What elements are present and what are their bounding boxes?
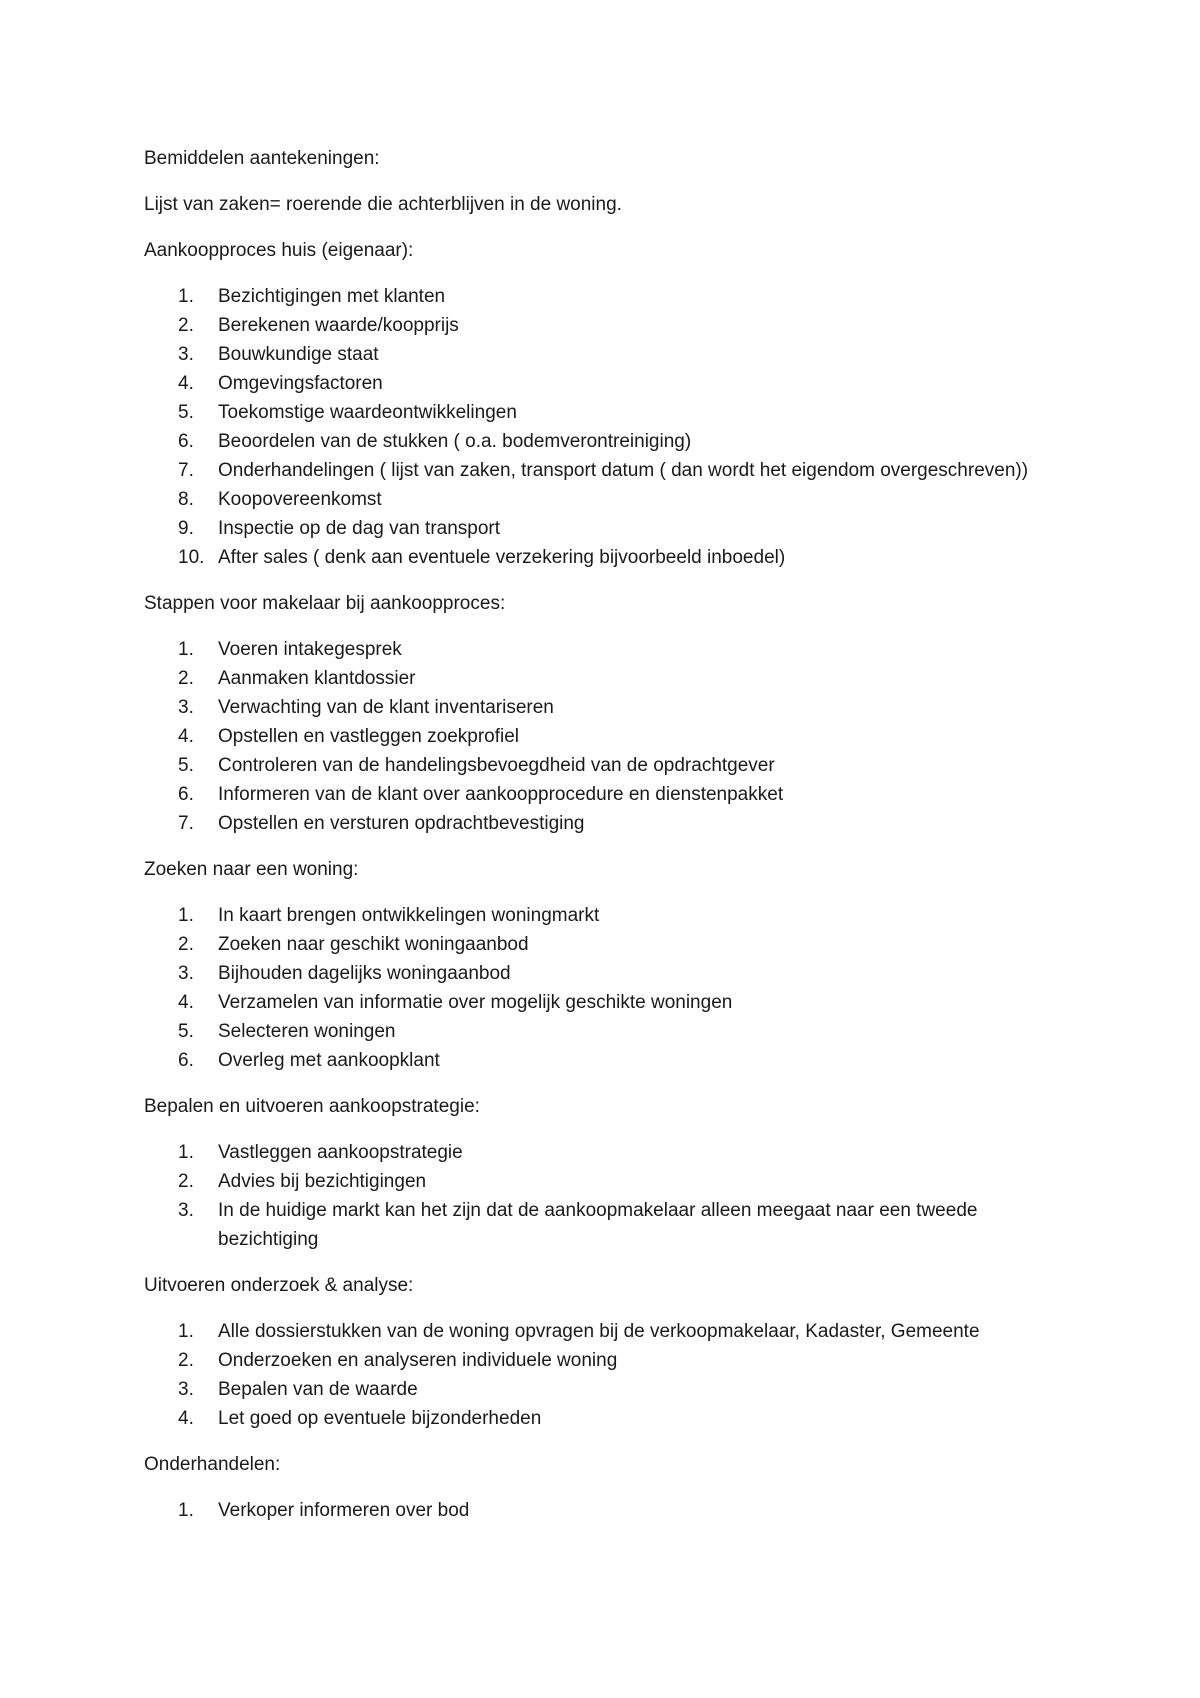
list-item-text: Advies bij bezichtigingen	[218, 1171, 427, 1192]
list-item	[144, 901, 1044, 930]
list-item-text: Informeren van de klant over aankoopprocedure en dienstenpakket	[218, 784, 784, 805]
list-item-number: 10.	[178, 547, 205, 568]
list-item-text: Inspectie op de dag van transport	[218, 518, 501, 539]
list-item	[144, 282, 1044, 311]
list-item	[144, 635, 1044, 664]
section-heading: Zoeken naar een woning:	[144, 859, 359, 880]
list-item-number: 1.	[178, 905, 194, 926]
list-item-text: Alle dossierstukken van de woning opvragen bij de verkoopmakelaar, Kadaster, Gemeente	[218, 1321, 980, 1342]
numbered-list	[144, 1317, 1044, 1433]
numbered-list	[144, 1496, 1044, 1525]
list-item	[144, 1404, 1044, 1433]
sections-container	[144, 236, 1044, 1525]
list-item-number: 4.	[178, 992, 194, 1013]
list-item-number: 1.	[178, 1142, 194, 1163]
list-item-text: Vastleggen aankoopstrategie	[218, 1142, 463, 1163]
numbered-list	[144, 282, 1044, 572]
list-item-number: 5.	[178, 402, 194, 423]
list-item-number: 8.	[178, 489, 194, 510]
list-item	[144, 1496, 1044, 1525]
list-item-number: 1.	[178, 639, 194, 660]
list-item-number: 1.	[178, 286, 194, 307]
list-item-text: Voeren intakegesprek	[218, 639, 402, 660]
list-item	[144, 340, 1044, 369]
numbered-list	[144, 635, 1044, 838]
list-item-text: Let goed op eventuele bijzonderheden	[218, 1408, 542, 1429]
list-item-number: 6.	[178, 784, 194, 805]
section-heading: Aankoopproces huis (eigenaar):	[144, 240, 414, 261]
document-page	[144, 144, 1044, 1542]
list-item-text: Bouwkundige staat	[218, 344, 379, 365]
list-item-number: 2.	[178, 1171, 194, 1192]
list-item	[144, 1046, 1044, 1075]
list-item-text: Opstellen en vastleggen zoekprofiel	[218, 726, 520, 747]
numbered-list	[144, 1138, 1044, 1254]
list-item-text: Verwachting van de klant inventariseren	[218, 697, 554, 718]
list-item	[144, 722, 1044, 751]
section-heading: Uitvoeren onderzoek & analyse:	[144, 1275, 414, 1296]
list-item-number: 3.	[178, 344, 194, 365]
list-item-text: In kaart brengen ontwikkelingen woningmarkt	[218, 905, 600, 926]
list-item	[144, 543, 1044, 572]
list-item	[144, 456, 1044, 485]
section-heading: Bepalen en uitvoeren aankoopstrategie:	[144, 1096, 480, 1117]
list-item-text: Bezichtigingen met klanten	[218, 286, 446, 307]
section-heading: Onderhandelen:	[144, 1454, 281, 1475]
intro-text: Lijst van zaken= roerende die achterblijven in de woning.	[144, 194, 622, 215]
list-item-number: 6.	[178, 1050, 194, 1071]
list-item-number: 6.	[178, 431, 194, 452]
list-item-text: After sales ( denk aan eventuele verzekering bijvoorbeeld inboedel)	[218, 547, 786, 568]
list-item-text: Bepalen van de waarde	[218, 1379, 418, 1400]
list-item-text: In de huidige markt kan het zijn dat de aankoopmakelaar alleen meegaat naar een tweede bezichtiging	[218, 1200, 978, 1250]
list-item	[144, 398, 1044, 427]
list-item-number: 1.	[178, 1321, 194, 1342]
list-item-text: Verkoper informeren over bod	[218, 1500, 470, 1521]
list-item-number: 3.	[178, 963, 194, 984]
list-item	[144, 809, 1044, 838]
list-item-number: 2.	[178, 668, 194, 689]
list-item-number: 3.	[178, 1379, 194, 1400]
list-item-number: 7.	[178, 460, 194, 481]
list-item-text: Opstellen en versturen opdrachtbevestiging	[218, 813, 585, 834]
list-item-text: Beoordelen van de stukken ( o.a. bodemverontreiniging)	[218, 431, 692, 452]
list-item-number: 4.	[178, 373, 194, 394]
list-item	[144, 1196, 1044, 1254]
list-item	[144, 514, 1044, 543]
section-heading: Stappen voor makelaar bij aankoopproces:	[144, 593, 506, 614]
list-item	[144, 1167, 1044, 1196]
list-item-text: Omgevingsfactoren	[218, 373, 383, 394]
list-item-number: 4.	[178, 726, 194, 747]
list-item-text: Selecteren woningen	[218, 1021, 396, 1042]
list-item	[144, 311, 1044, 340]
list-item-text: Verzamelen van informatie over mogelijk geschikte woningen	[218, 992, 733, 1013]
list-item-number: 2.	[178, 934, 194, 955]
list-item	[144, 1346, 1044, 1375]
list-item	[144, 751, 1044, 780]
list-item	[144, 427, 1044, 456]
list-item	[144, 369, 1044, 398]
list-item-number: 5.	[178, 755, 194, 776]
list-item-text: Aanmaken klantdossier	[218, 668, 416, 689]
list-item-number: 3.	[178, 1200, 194, 1221]
list-item-number: 2.	[178, 315, 194, 336]
list-item	[144, 485, 1044, 514]
list-item-text: Koopovereenkomst	[218, 489, 382, 510]
list-item-number: 4.	[178, 1408, 194, 1429]
list-item-number: 7.	[178, 813, 194, 834]
list-item	[144, 1138, 1044, 1167]
list-item-text: Onderhandelingen ( lijst van zaken, transport datum ( dan wordt het eigendom overgeschreven))	[218, 460, 1029, 481]
list-item-number: 3.	[178, 697, 194, 718]
list-item	[144, 930, 1044, 959]
list-item-text: Zoeken naar geschikt woningaanbod	[218, 934, 529, 955]
list-item-text: Controleren van de handelingsbevoegdheid van de opdrachtgever	[218, 755, 775, 776]
list-item	[144, 988, 1044, 1017]
list-item-text: Bijhouden dagelijks woningaanbod	[218, 963, 511, 984]
list-item-number: 9.	[178, 518, 194, 539]
list-item	[144, 1317, 1044, 1346]
list-item	[144, 780, 1044, 809]
list-item-number: 2.	[178, 1350, 194, 1371]
list-item-text: Toekomstige waardeontwikkelingen	[218, 402, 517, 423]
list-item-text: Onderzoeken en analyseren individuele woning	[218, 1350, 618, 1371]
list-item-text: Berekenen waarde/koopprijs	[218, 315, 459, 336]
list-item	[144, 959, 1044, 988]
list-item	[144, 1375, 1044, 1404]
document-title: Bemiddelen aantekeningen:	[144, 148, 380, 169]
list-item-text: Overleg met aankoopklant	[218, 1050, 440, 1071]
list-item	[144, 693, 1044, 722]
list-item	[144, 1017, 1044, 1046]
list-item	[144, 664, 1044, 693]
numbered-list	[144, 901, 1044, 1075]
list-item-number: 5.	[178, 1021, 194, 1042]
list-item-number: 1.	[178, 1500, 194, 1521]
